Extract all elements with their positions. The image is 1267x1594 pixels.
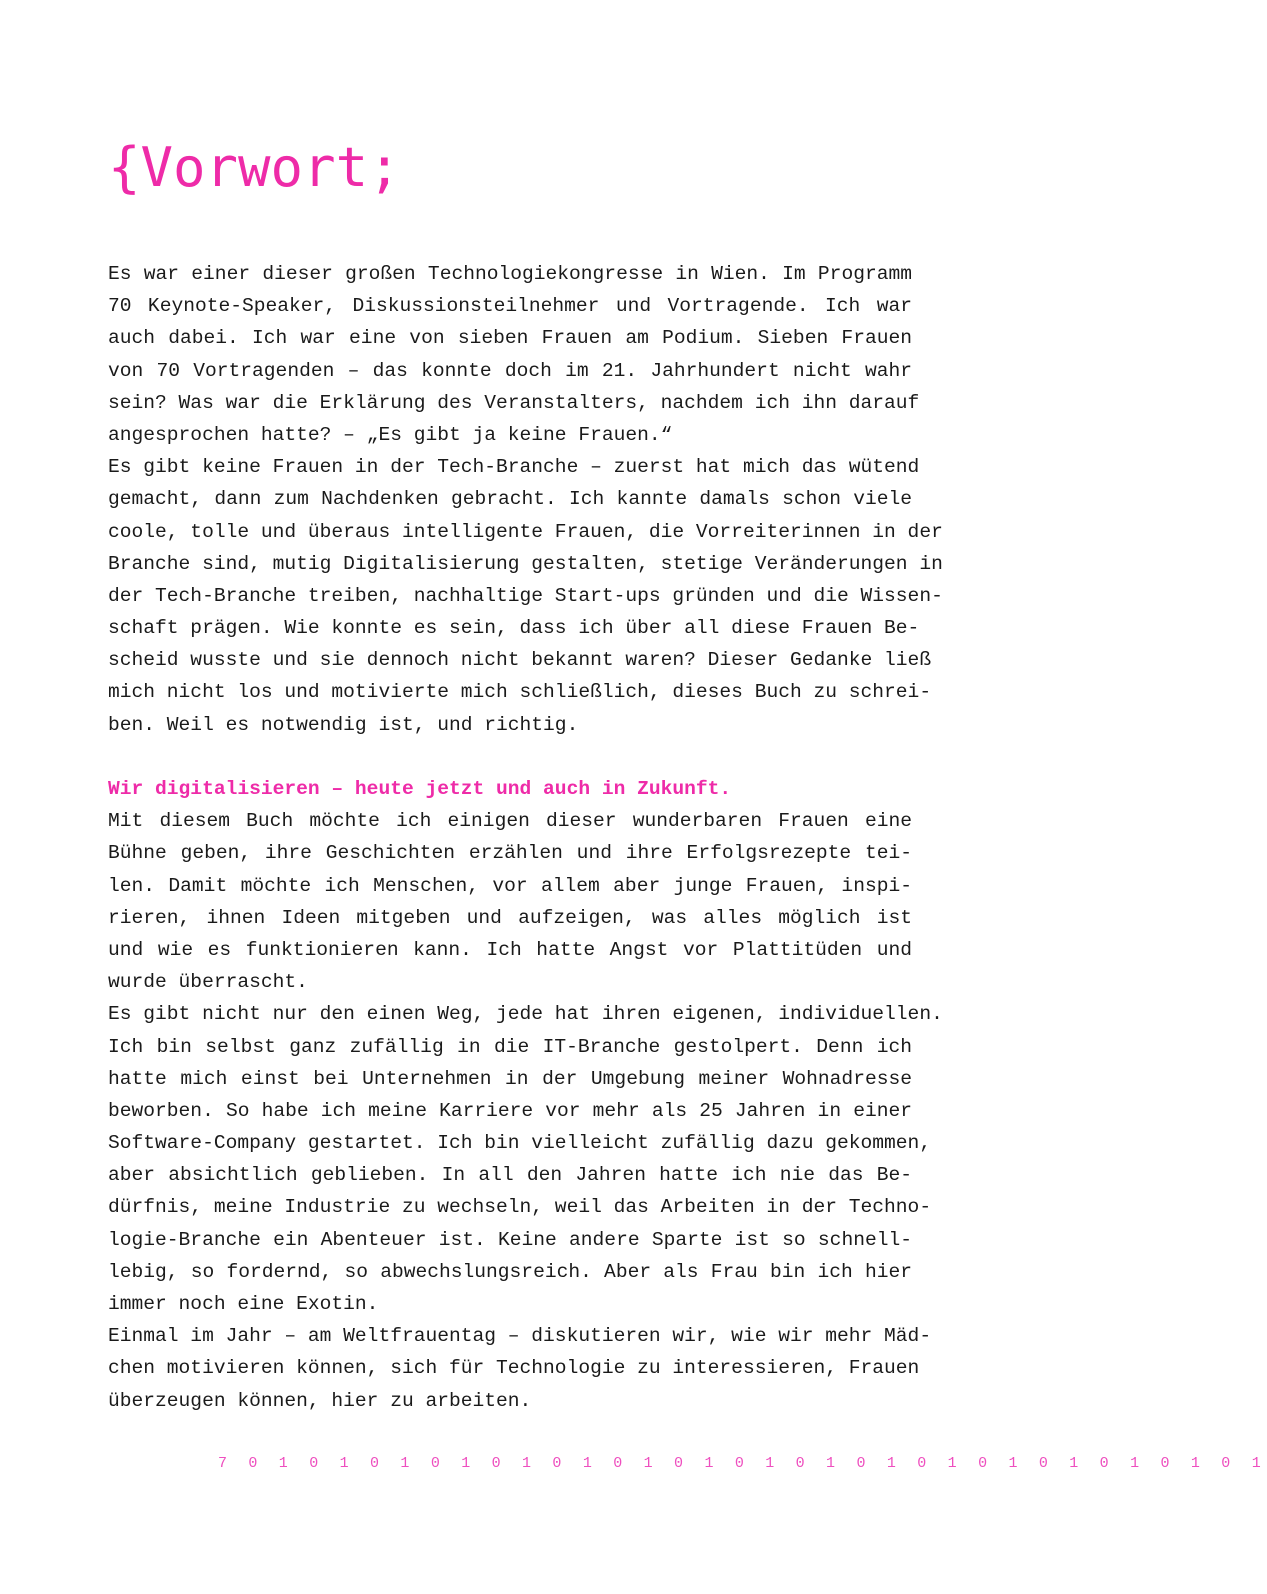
text-line: ben. Weil es notwendig ist, und richtig.	[108, 713, 579, 736]
text-line: chen motivieren können, sich für Technologie zu interessieren, Frauen	[108, 1357, 920, 1380]
page-number-binary: 7 0 1 0 1 0 1 0 1 0 1 0 1 0 1 0 1 0 1 0 1 0 1 0 1 0 1 0 1 0 1 0 1 0 1	[218, 1455, 1267, 1472]
text-line: und wie es funktionieren kann. Ich hatte Angst vor Plattitüden und	[108, 938, 912, 961]
paragraph-5	[108, 1320, 932, 1417]
text-line: rieren, ihnen Ideen mitgeben und aufzeigen, was alles möglich ist	[108, 906, 912, 929]
text-line: hatte mich einst bei Unternehmen in der Umgebung meiner Wohnadresse	[108, 1067, 912, 1090]
text-line: beworben. So habe ich meine Karriere vor mehr als 25 Jahren in einer	[108, 1099, 912, 1122]
text-line: Branche sind, mutig Digitalisierung gestalten, stetige Veränderungen in	[108, 552, 943, 575]
text-line: Es gibt keine Frauen in der Tech-Branche – zuerst hat mich das wütend	[108, 456, 920, 479]
paragraph-1	[108, 258, 920, 451]
chapter-title: {Vorwort;	[108, 136, 401, 199]
text-line: aber absichtlich geblieben. In all den Jahren hatte ich nie das Be-	[108, 1164, 912, 1187]
text-line: gemacht, dann zum Nachdenken gebracht. Ich kannte damals schon viele	[108, 488, 912, 511]
text-line: logie-Branche ein Abenteuer ist. Keine andere Sparte ist so schnell-	[108, 1228, 912, 1251]
text-line: lebig, so fordernd, so abwechslungsreich. Aber als Frau bin ich hier	[108, 1260, 912, 1283]
text-line: der Tech-Branche treiben, nachhaltige Start-ups gründen und die Wissen-	[108, 584, 943, 607]
text-line: Software-Company gestartet. Ich bin vielleicht zufällig dazu gekommen,	[108, 1132, 932, 1155]
text-line: coole, tolle und überaus intelligente Frauen, die Vorreiterinnen in der	[108, 520, 943, 543]
text-line: Es gibt nicht nur den einen Weg, jede hat ihren eigenen, individuellen.	[108, 1003, 943, 1026]
section-subheading: Wir digitalisieren – heute jetzt und auch in Zukunft.	[108, 778, 732, 800]
text-line: wurde überrascht.	[108, 971, 308, 994]
text-line: mich nicht los und motivierte mich schließlich, dieses Buch zu schrei-	[108, 681, 932, 704]
paragraph-4	[108, 998, 943, 1320]
text-line: überzeugen können, hier zu arbeiten.	[108, 1389, 532, 1412]
text-line: len. Damit möchte ich Menschen, vor allem aber junge Frauen, inspi-	[108, 874, 912, 897]
text-line: schaft prägen. Wie konnte es sein, dass ich über all diese Frauen Be-	[108, 617, 920, 640]
text-line: 70 Keynote-Speaker, Diskussionsteilnehmer und Vortragende. Ich war	[108, 295, 912, 318]
text-line: scheid wusste und sie dennoch nicht bekannt waren? Dieser Gedanke ließ	[108, 649, 932, 672]
paragraph-spacer	[108, 741, 912, 773]
body-text	[108, 258, 943, 1417]
paragraph-3	[108, 805, 912, 998]
text-line: Mit diesem Buch möchte ich einigen dieser wunderbaren Frauen eine	[108, 810, 912, 833]
text-line: auch dabei. Ich war eine von sieben Frauen am Podium. Sieben Frauen	[108, 327, 912, 350]
text-line: Ich bin selbst ganz zufällig in die IT-Branche gestolpert. Denn ich	[108, 1035, 912, 1058]
text-line: Es war einer dieser großen Technologiekongresse in Wien. Im Programm	[108, 263, 912, 285]
text-line: von 70 Vortragenden – das konnte doch im 21. Jahrhundert nicht wahr	[108, 359, 912, 382]
paragraph-2	[108, 451, 943, 741]
text-line: immer noch eine Exotin.	[108, 1293, 379, 1315]
text-line: dürfnis, meine Industrie zu wechseln, weil das Arbeiten in der Techno-	[108, 1196, 932, 1219]
text-line: Einmal im Jahr – am Weltfrauentag – diskutieren wir, wie wir mehr Mäd-	[108, 1325, 932, 1348]
text-line: Bühne geben, ihre Geschichten erzählen und ihre Erfolgsrezepte tei-	[108, 842, 912, 865]
text-line: angesprochen hatte? – „Es gibt ja keine Frauen.“	[108, 423, 673, 446]
text-line: sein? Was war die Erklärung des Veranstalters, nachdem ich ihn darauf	[108, 391, 920, 414]
